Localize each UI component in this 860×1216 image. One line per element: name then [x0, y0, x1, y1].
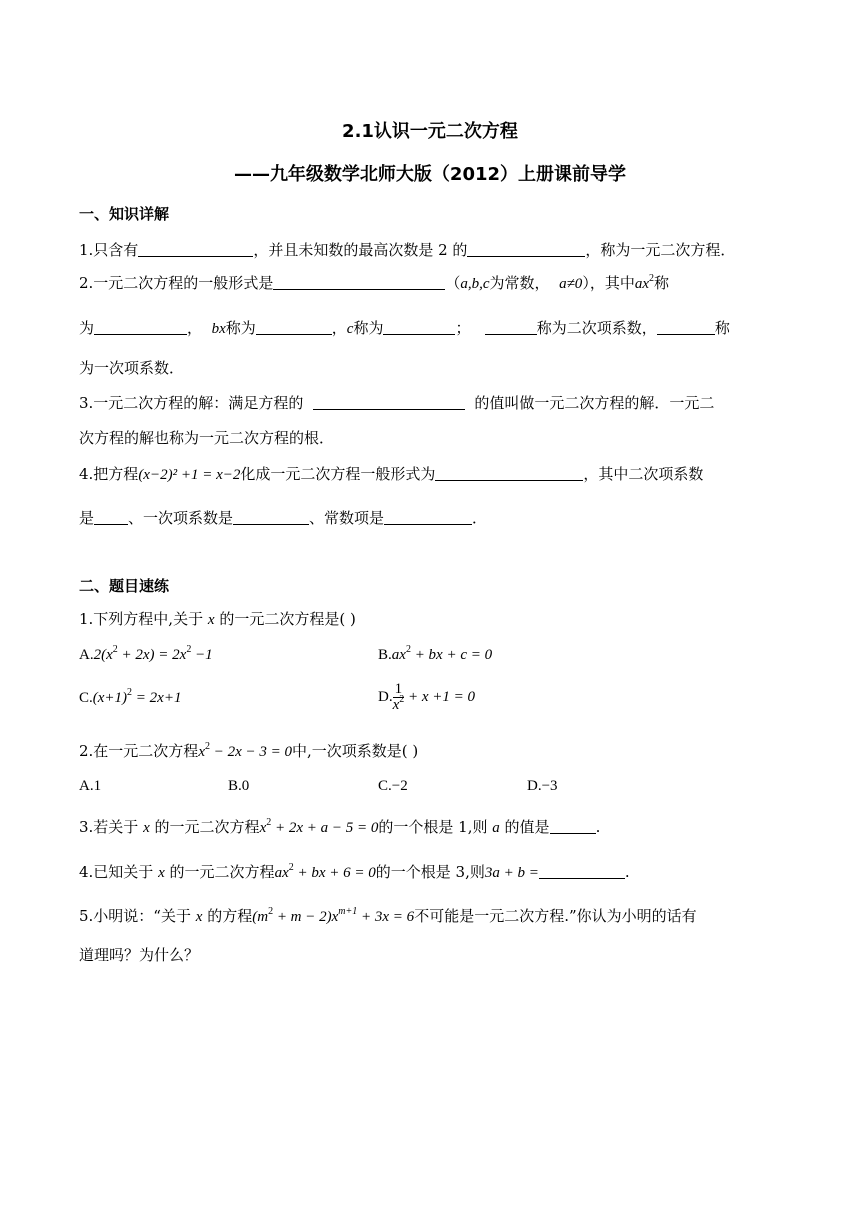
text: 为常数， — [489, 274, 550, 292]
text: 4.已知关于 — [79, 863, 154, 881]
fill-blank[interactable] — [539, 862, 625, 879]
option-expr: $ax^2$ + bx + c = 0 — [391, 644, 493, 663]
text: 1.下列方程中,关于 — [79, 610, 204, 628]
option-expr: + x +1 = 0 — [408, 688, 476, 705]
question-3 — [79, 817, 600, 838]
text: ，其中二次项系数 — [583, 465, 704, 483]
text: 3.若关于 — [79, 818, 139, 836]
knowledge-item-3-cont: 次方程的解也称为一元二次方程的根． — [79, 429, 335, 447]
text: （ — [445, 274, 461, 292]
math-x: x — [143, 820, 150, 836]
text: 的方程 — [207, 907, 253, 925]
math-x: x — [207, 612, 215, 628]
q1-option-c[interactable] — [79, 687, 182, 707]
text: 称 — [654, 274, 670, 292]
text: ， — [331, 319, 347, 337]
text: 的一个根是 1,则 — [378, 818, 488, 836]
text: 、一次项系数是 — [128, 509, 234, 527]
knowledge-item-2 — [79, 273, 669, 294]
text: ． — [472, 509, 488, 527]
math-equation: $(m^2 + m - 2)x^{m+1} + 3x = 6$ — [252, 906, 415, 925]
knowledge-item-4 — [79, 464, 703, 485]
q1-option-a[interactable] — [79, 644, 213, 664]
fill-blank[interactable] — [94, 318, 187, 335]
option-label: D. — [378, 688, 393, 705]
math-ax2: $ax^2$ — [634, 273, 654, 292]
math-equation: $ax^2$ + bx + 6 = 0 — [274, 862, 376, 881]
math-abc: a,b,c — [460, 276, 490, 292]
text: 的一元二次方程是( ) — [219, 610, 356, 628]
math-a: a — [492, 820, 500, 836]
text: 为 — [79, 319, 95, 337]
text: 的一元二次方程 — [154, 818, 260, 836]
knowledge-item-2-cont — [79, 318, 730, 339]
text: 4.把方程 — [79, 465, 139, 483]
text: 中,一次项系数是( ) — [292, 742, 419, 760]
q2-option-a[interactable]: A.1 — [79, 778, 102, 794]
fill-blank[interactable] — [550, 817, 596, 834]
option-label: B. — [378, 647, 392, 663]
text: 5.小明说：“关于 — [79, 907, 191, 925]
knowledge-item-1 — [79, 240, 735, 260]
text: ，并且未知数的最高次数是 2 的 — [253, 241, 468, 259]
text: 称为 — [353, 319, 384, 337]
fraction: $\frac{1}{x^2}$ — [392, 681, 405, 713]
fill-blank[interactable] — [138, 240, 253, 257]
page-title: 2.1认识一元二次方程 — [342, 121, 518, 142]
question-5 — [79, 906, 697, 927]
q2-option-d[interactable]: D.−3 — [527, 778, 558, 794]
q1-option-b[interactable] — [378, 644, 493, 664]
option-label: C. — [79, 690, 93, 706]
math-condition: a≠0 — [559, 276, 583, 292]
text: 2.一元二次方程的一般形式是 — [79, 274, 274, 292]
fill-blank[interactable] — [383, 318, 455, 335]
option-label: A. — [79, 647, 94, 663]
text: 的一元二次方程 — [169, 863, 275, 881]
fill-blank[interactable] — [94, 508, 128, 525]
text: . — [624, 863, 630, 881]
text: 是 — [79, 509, 95, 527]
fill-blank[interactable] — [485, 318, 537, 335]
knowledge-item-2-end: 为一次项系数． — [79, 359, 185, 377]
q2-option-b[interactable]: B.0 — [228, 778, 250, 794]
question-2 — [79, 741, 418, 762]
page-subtitle: ——九年级数学北师大版（2012）上册课前导学 — [233, 164, 627, 185]
fill-blank[interactable] — [435, 464, 583, 481]
fill-blank[interactable] — [256, 318, 332, 335]
fill-blank[interactable] — [657, 318, 715, 335]
math-x: x — [158, 865, 165, 881]
text: 不可能是一元二次方程.”你认为小明的话有 — [414, 907, 697, 925]
math-equation: (x−2)² +1 = x−2 — [138, 467, 241, 483]
fill-blank[interactable] — [273, 273, 445, 290]
text: 2.在一元二次方程 — [79, 742, 199, 760]
text: 、常数项是 — [309, 509, 385, 527]
text: 化成一元二次方程一般形式为 — [240, 465, 436, 483]
fill-blank[interactable] — [313, 393, 465, 410]
option-expr: $(x+1)^2 = 2x+1$ — [92, 687, 182, 706]
fill-blank[interactable] — [233, 508, 309, 525]
question-4 — [79, 862, 630, 883]
math-x: x — [195, 909, 203, 925]
text: 称为二次项系数， — [536, 319, 657, 337]
math-equation: $x^2 - 2x - 3 = 0$ — [198, 741, 293, 760]
text: ，称为一元二次方程． — [585, 241, 736, 259]
question-5-cont: 道理吗？为什么？ — [79, 946, 200, 964]
text: 称 — [714, 319, 730, 337]
text: 1.只含有 — [79, 241, 139, 259]
section-2-heading: 二、题目速练 — [79, 577, 170, 595]
text: ），其中 — [582, 274, 635, 292]
q1-option-d[interactable] — [378, 682, 475, 713]
math-c: c — [346, 321, 354, 337]
text: 的一个根是 3,则 — [375, 863, 485, 881]
fill-blank[interactable] — [384, 508, 472, 525]
text: 的值是 — [504, 818, 550, 836]
text: 称为 — [225, 319, 256, 337]
text: . — [595, 818, 601, 836]
knowledge-item-3 — [79, 393, 714, 413]
option-expr: $2(x^2 + 2x) = 2x^2 -1$ — [93, 644, 213, 663]
fill-blank[interactable] — [467, 240, 585, 257]
text: ； — [455, 319, 471, 337]
text: 的值叫做一元二次方程的解．一元二 — [474, 394, 715, 412]
math-equation: $x^2 + 2x + a - 5 = 0$ — [259, 817, 379, 836]
q2-option-c[interactable]: C.−2 — [378, 778, 408, 794]
section-1-heading: 一、知识详解 — [79, 205, 170, 223]
math-expression: 3a + b = — [484, 865, 539, 881]
text: 3.一元二次方程的解：满足方程的 — [79, 394, 304, 412]
math-bx: bx — [211, 321, 226, 337]
question-1 — [79, 609, 356, 630]
knowledge-item-4-cont — [79, 508, 487, 528]
text: ， — [187, 319, 203, 337]
